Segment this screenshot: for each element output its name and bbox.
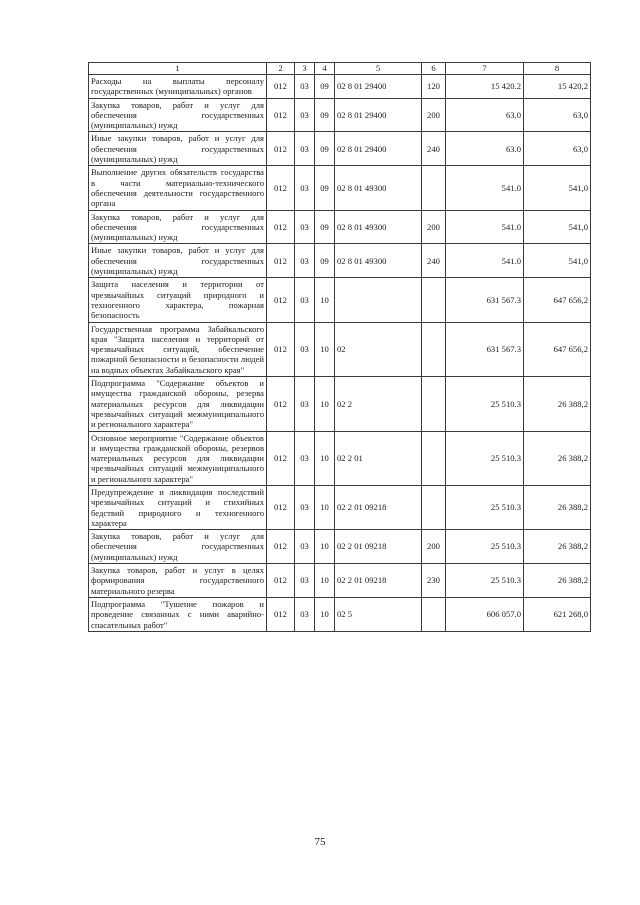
target-item-code-cell: 02 2 01 [335,431,422,485]
expense-type-code-cell: 230 [422,564,446,598]
target-item-code-cell: 02 8 01 29400 [335,98,422,132]
amount-year-2-cell: 621 268,0 [524,597,591,631]
amount-year-2-cell: 541,0 [524,166,591,210]
amount-year-1-cell: 541.0 [446,244,524,278]
amount-year-2-cell: 541,0 [524,210,591,244]
table-row [89,75,591,99]
subsection-code-cell: 09 [315,166,335,210]
table-body [89,63,591,632]
table-row [89,210,591,244]
expense-name-cell: Иные закупки товаров, работ и услуг для обеспечения государственных (муниципальных) нужд [89,132,267,166]
expense-name-cell: Расходы на выплаты персоналу государственных (муниципальных) органов [89,75,267,99]
column-header: 3 [295,63,315,75]
expense-type-code-cell: 120 [422,75,446,99]
subsection-code-cell: 10 [315,322,335,376]
target-item-code-cell [335,278,422,322]
ministry-code-cell: 012 [267,210,295,244]
ministry-code-cell: 012 [267,244,295,278]
expense-name-cell: Предупреждение и ликвидация последствий чрезвычайных ситуаций и стихийных бедствий природного и техногенного характера [89,485,267,529]
amount-year-1-cell: 541.0 [446,210,524,244]
amount-year-1-cell: 25 510.3 [446,564,524,598]
target-item-code-cell: 02 8 01 49300 [335,166,422,210]
amount-year-2-cell: 63,0 [524,98,591,132]
table-row [89,322,591,376]
expense-name-cell: Закупка товаров, работ и услуг в целях формирования государственного материального резерва [89,564,267,598]
amount-year-2-cell: 26 388,2 [524,564,591,598]
amount-year-2-cell: 541,0 [524,244,591,278]
expense-name-cell: Защита населения и территории от чрезвычайных ситуаций природного и техногенного характера, пожарная безопасность [89,278,267,322]
subsection-code-cell: 10 [315,278,335,322]
budget-table [88,62,591,632]
amount-year-2-cell: 26 388,2 [524,530,591,564]
expense-name-cell: Закупка товаров, работ и услуг для обеспечения государственных (муниципальных) нужд [89,210,267,244]
target-item-code-cell: 02 2 01 09218 [335,564,422,598]
section-code-cell: 03 [295,75,315,99]
column-header: 2 [267,63,295,75]
subsection-code-cell: 10 [315,431,335,485]
target-item-code-cell: 02 2 01 09218 [335,485,422,529]
ministry-code-cell: 012 [267,132,295,166]
subsection-code-cell: 09 [315,75,335,99]
amount-year-1-cell: 63.0 [446,132,524,166]
table-row [89,132,591,166]
expense-name-cell: Основное мероприятие "Содержание объектов и имущества гражданской обороны, резервов материальных ресурсов для ликвидации чрезвычайных ситуаций межмуниципального и регионального характера" [89,431,267,485]
column-header: 4 [315,63,335,75]
target-item-code-cell: 02 2 01 09218 [335,530,422,564]
amount-year-2-cell: 63,0 [524,132,591,166]
subsection-code-cell: 09 [315,98,335,132]
column-header: 6 [422,63,446,75]
amount-year-1-cell: 15 420.2 [446,75,524,99]
amount-year-1-cell: 25 510.3 [446,431,524,485]
ministry-code-cell: 012 [267,98,295,132]
expense-type-code-cell [422,166,446,210]
subsection-code-cell: 10 [315,530,335,564]
subsection-code-cell: 09 [315,132,335,166]
expense-name-cell: Выполнение других обязательств государства в части материально-технического обеспечения деятельности государственного органа [89,166,267,210]
amount-year-1-cell: 25 510.3 [446,530,524,564]
section-code-cell: 03 [295,377,315,431]
amount-year-1-cell: 606 057.0 [446,597,524,631]
ministry-code-cell: 012 [267,485,295,529]
amount-year-1-cell: 631 567.3 [446,278,524,322]
expense-name-cell: Иные закупки товаров, работ и услуг для обеспечения государственных (муниципальных) нужд [89,244,267,278]
ministry-code-cell: 012 [267,322,295,376]
section-code-cell: 03 [295,431,315,485]
section-code-cell: 03 [295,244,315,278]
subsection-code-cell: 10 [315,377,335,431]
expense-type-code-cell [422,322,446,376]
section-code-cell: 03 [295,322,315,376]
ministry-code-cell: 012 [267,166,295,210]
table-row [89,278,591,322]
section-code-cell: 03 [295,278,315,322]
expense-type-code-cell [422,377,446,431]
amount-year-1-cell: 541.0 [446,166,524,210]
ministry-code-cell: 012 [267,278,295,322]
expense-type-code-cell: 240 [422,132,446,166]
amount-year-2-cell: 26 388,2 [524,377,591,431]
target-item-code-cell: 02 8 01 29400 [335,75,422,99]
expense-name-cell: Государственная программа Забайкальского края "Защита населения и территорий от чрезвычайных ситуаций, обеспечение пожарной безопасности и безопасности людей на водных объектах Забайкальского края" [89,322,267,376]
subsection-code-cell: 10 [315,597,335,631]
section-code-cell: 03 [295,166,315,210]
section-code-cell: 03 [295,564,315,598]
table-row [89,530,591,564]
expense-name-cell: Подпрограмма "Тушение пожаров и проведение связанных с ними аварийно-спасательных работ" [89,597,267,631]
amount-year-1-cell: 25 510.3 [446,485,524,529]
expense-type-code-cell [422,431,446,485]
section-code-cell: 03 [295,132,315,166]
section-code-cell: 03 [295,98,315,132]
column-header: 8 [524,63,591,75]
expense-type-code-cell: 240 [422,244,446,278]
ministry-code-cell: 012 [267,431,295,485]
table-row [89,431,591,485]
section-code-cell: 03 [295,210,315,244]
page-number: 75 [314,836,326,848]
column-header: 1 [89,63,267,75]
table-row [89,98,591,132]
target-item-code-cell: 02 8 01 29400 [335,132,422,166]
table-row [89,166,591,210]
ministry-code-cell: 012 [267,377,295,431]
amount-year-1-cell: 63.0 [446,98,524,132]
amount-year-2-cell: 647 656,2 [524,322,591,376]
amount-year-1-cell: 631 567.3 [446,322,524,376]
table-row [89,377,591,431]
subsection-code-cell: 09 [315,210,335,244]
ministry-code-cell: 012 [267,75,295,99]
table-row [89,485,591,529]
amount-year-2-cell: 647 656,2 [524,278,591,322]
ministry-code-cell: 012 [267,530,295,564]
target-item-code-cell: 02 2 [335,377,422,431]
expense-name-cell: Закупка товаров, работ и услуг для обеспечения государственных (муниципальных) нужд [89,530,267,564]
amount-year-2-cell: 15 420,2 [524,75,591,99]
table-row [89,597,591,631]
expense-type-code-cell [422,485,446,529]
ministry-code-cell: 012 [267,564,295,598]
table-row [89,564,591,598]
subsection-code-cell: 09 [315,244,335,278]
expense-type-code-cell: 200 [422,210,446,244]
target-item-code-cell: 02 8 01 49300 [335,244,422,278]
expense-type-code-cell [422,278,446,322]
expense-type-code-cell: 200 [422,530,446,564]
expense-name-cell: Подпрограмма "Содержание объектов и имущества гражданской обороны, резерва материальных ресурсов для ликвидации чрезвычайных ситуаций межмуниципального и регионального характера" [89,377,267,431]
target-item-code-cell: 02 8 01 49300 [335,210,422,244]
amount-year-2-cell: 26 388,2 [524,431,591,485]
target-item-code-cell: 02 5 [335,597,422,631]
amount-year-2-cell: 26 388,2 [524,485,591,529]
section-code-cell: 03 [295,530,315,564]
section-code-cell: 03 [295,485,315,529]
column-header: 7 [446,63,524,75]
expense-type-code-cell: 200 [422,98,446,132]
amount-year-1-cell: 25 510.3 [446,377,524,431]
table-row [89,244,591,278]
ministry-code-cell: 012 [267,597,295,631]
target-item-code-cell: 02 [335,322,422,376]
expense-type-code-cell [422,597,446,631]
section-code-cell: 03 [295,597,315,631]
column-header: 5 [335,63,422,75]
subsection-code-cell: 10 [315,564,335,598]
expense-name-cell: Закупка товаров, работ и услуг для обеспечения государственных (муниципальных) нужд [89,98,267,132]
header-row [89,63,591,75]
subsection-code-cell: 10 [315,485,335,529]
